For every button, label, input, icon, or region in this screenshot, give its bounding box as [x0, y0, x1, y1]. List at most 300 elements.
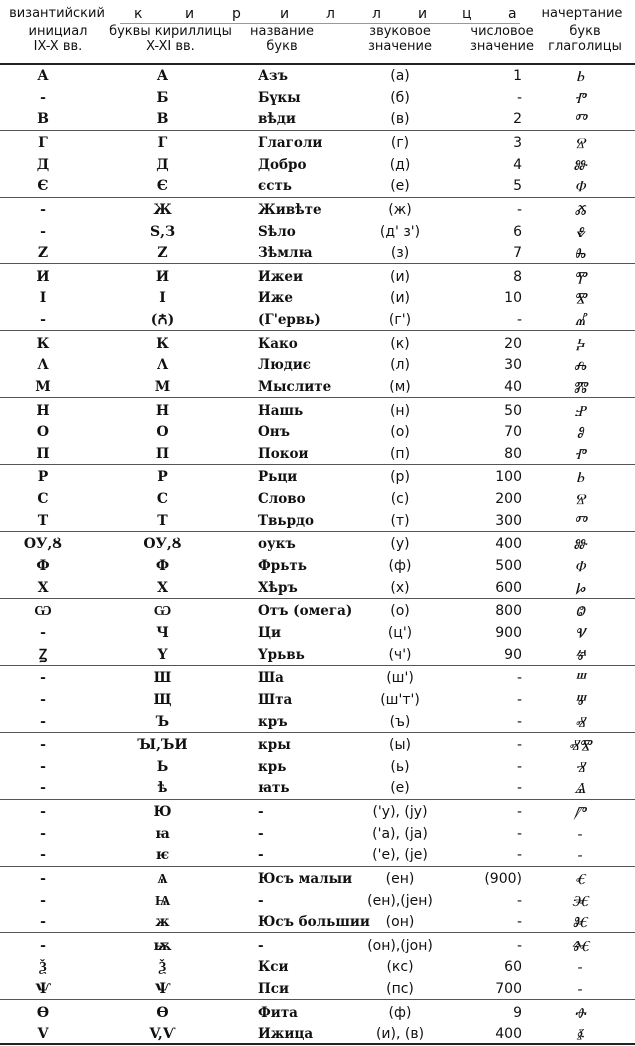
- table-row: [0, 802, 635, 822]
- glagolitic-letter: -: [577, 846, 583, 865]
- byzantine-initial: Ѳ: [36, 1004, 50, 1021]
- numeric-value: 800: [495, 603, 522, 620]
- byzantine-initial: О: [36, 424, 50, 441]
- glagolitic-letter: Ⰹ: [573, 267, 587, 286]
- numeric-value: 500: [495, 558, 522, 574]
- numeric-value: 5: [513, 178, 522, 195]
- glagolitic-letter: Ⱌ: [574, 623, 586, 642]
- numeric-value: 2: [513, 111, 522, 128]
- sound-value: (ы): [389, 737, 411, 753]
- glagolitic-letter: Ⱓ: [574, 802, 586, 821]
- sound-value: (пс): [386, 981, 414, 998]
- letter-name: Ижеи: [258, 268, 303, 285]
- numeric-value: -: [516, 892, 522, 909]
- table-row: [0, 735, 635, 755]
- byzantine-initial: П: [36, 445, 50, 462]
- numeric-value: -: [516, 89, 522, 106]
- byzantine-initial: -: [40, 758, 46, 775]
- header-number: числовое: [470, 24, 534, 39]
- cyrillic-letter: Ф: [155, 558, 170, 574]
- cyrillic-letter: Ю: [153, 803, 172, 820]
- glagolitic-letter: Ⱔ: [574, 869, 586, 888]
- cyrillic-letter: П: [155, 445, 170, 462]
- sound-value: (и): [389, 290, 411, 307]
- cyrillic-letter: Ζ: [157, 245, 168, 262]
- group-divider: [0, 665, 635, 666]
- table-row: [0, 222, 635, 242]
- byzantine-initial: -: [40, 201, 46, 218]
- table-row: [0, 422, 635, 442]
- table-row: [0, 467, 635, 487]
- sound-value: (ен),(јен): [367, 892, 433, 909]
- byzantine-initial: І: [39, 290, 47, 307]
- byzantine-initial: -: [40, 670, 46, 687]
- glagolitic-letter: Ⱃ: [575, 67, 585, 85]
- glagolitic-letter: Ⱉ: [575, 602, 585, 621]
- numeric-value: -: [516, 847, 522, 864]
- table-row: [0, 757, 635, 777]
- letter-name: Кси: [258, 959, 289, 976]
- byzantine-initial: Г: [38, 134, 48, 151]
- glagolitic-letter: Ⱛ: [576, 1025, 584, 1044]
- header-kyr-letter: р: [232, 6, 241, 22]
- sound-value: (х): [390, 579, 410, 596]
- group-divider: [0, 197, 635, 198]
- letter-name: -: [258, 892, 264, 909]
- group-divider: [0, 866, 635, 867]
- sound-value: ('а), (ја): [372, 825, 428, 842]
- numeric-value: -: [516, 780, 522, 797]
- byzantine-initial: -: [40, 312, 46, 329]
- header-initial: инициал: [28, 24, 88, 39]
- sound-value: (а): [390, 68, 410, 84]
- byzantine-initial: М: [35, 379, 51, 395]
- table-row: [0, 66, 635, 86]
- letter-name: Покои: [258, 445, 309, 462]
- glagolitic-letter: Ⰶ: [574, 200, 586, 219]
- byzantine-initial: V: [37, 1026, 49, 1043]
- numeric-value: 7: [513, 245, 522, 262]
- group-divider: [0, 263, 635, 264]
- table-row: [0, 1024, 635, 1044]
- cyrillic-letter: Ж: [153, 201, 172, 218]
- table-row: [0, 578, 635, 598]
- group-divider: [0, 999, 635, 1000]
- byzantine-initial: -: [40, 691, 46, 708]
- sound-value: (ф): [388, 558, 412, 574]
- numeric-value: 8: [513, 268, 522, 285]
- sound-value: (р): [390, 469, 410, 486]
- cyrillic-letter: Ѕ,З: [149, 223, 176, 240]
- glagolitic-letter: Ⱆ: [573, 535, 587, 554]
- numeric-value: -: [516, 737, 522, 753]
- byzantine-initial: С: [37, 491, 49, 508]
- numeric-value: 50: [504, 402, 522, 419]
- numeric-value: 300: [495, 512, 522, 529]
- header-number-2: значение: [469, 39, 534, 54]
- byzantine-initial: И: [36, 268, 50, 285]
- sound-value: (м): [389, 379, 411, 395]
- letter-name: вѣди: [258, 111, 296, 128]
- letter-name: -: [258, 825, 264, 842]
- glagolitic-letter: Ⱑ: [574, 779, 586, 798]
- sound-value: (с): [390, 491, 410, 508]
- header-kyr-letter: и: [418, 6, 428, 22]
- byzantine-initial: Р: [37, 469, 49, 486]
- sound-value: (о): [390, 603, 410, 620]
- header-kyr-letter: ц: [462, 6, 472, 22]
- byzantine-initial: К: [36, 335, 50, 352]
- header-kyr-letter: к: [134, 6, 143, 22]
- glagolitic-letter: Ⱈ: [574, 578, 586, 597]
- letter-name: (Г'ервь): [258, 312, 321, 329]
- byzantine-initial: Ꙁ: [38, 646, 48, 663]
- sound-value: (он): [385, 914, 415, 931]
- table-row: [0, 979, 635, 999]
- glagolitic-letter: -: [577, 958, 583, 977]
- cyrillic-letter: Ѧ: [157, 870, 168, 887]
- sound-value: ('е), (је): [372, 847, 428, 864]
- numeric-value: 200: [495, 491, 522, 508]
- cyrillic-letter: М: [154, 379, 171, 395]
- cyrillic-letter: С: [156, 491, 169, 508]
- cyrillic-letter: Λ: [157, 357, 168, 374]
- sound-value: (е): [390, 178, 410, 195]
- table-row: [0, 200, 635, 220]
- table-header: [0, 0, 635, 64]
- cyrillic-letter: ѣ: [157, 780, 168, 797]
- table-row: [0, 778, 635, 798]
- cyrillic-letter: ꙗ: [155, 825, 170, 842]
- cyrillic-letter: Ш: [153, 670, 172, 687]
- sound-value: (н): [389, 402, 411, 419]
- letter-name: Үрьвь: [258, 646, 305, 663]
- letter-name: -: [258, 803, 264, 820]
- cyrillic-letter: ж: [155, 914, 170, 931]
- table-bottom-rule: [0, 1043, 635, 1045]
- sound-value: (б): [390, 89, 410, 106]
- numeric-value: 20: [504, 335, 522, 352]
- sound-value: (ж): [388, 201, 412, 218]
- glagolitic-letter: Ⱇ: [574, 177, 586, 196]
- cyrillic-letter: V,Ѵ: [149, 1026, 176, 1043]
- cyrillic-letter: Ѩ: [154, 892, 171, 909]
- sound-value: (п): [389, 445, 411, 462]
- header-name: название: [250, 24, 314, 39]
- cyrillic-letter: Ѳ: [156, 1004, 169, 1021]
- letter-name: Добро: [258, 156, 307, 173]
- header-kyr-letter: л: [372, 6, 381, 22]
- glagolitic-letter: Ⱇ: [574, 557, 586, 575]
- table-row: [0, 133, 635, 153]
- header-kyr-letter: и: [185, 6, 195, 22]
- sound-value: (ь): [390, 758, 410, 775]
- table-row: [0, 377, 635, 397]
- header-glag-2: букв: [569, 24, 601, 39]
- glagolitic-letter: Ⰸ: [574, 244, 586, 263]
- table-row: [0, 845, 635, 865]
- numeric-value: 600: [495, 579, 522, 596]
- numeric-value: 9: [513, 1004, 522, 1021]
- sound-value: (т): [390, 512, 410, 529]
- byzantine-initial: Х: [37, 579, 49, 596]
- table-row: [0, 824, 635, 844]
- letter-name: єсть: [258, 178, 292, 195]
- byzantine-initial: -: [40, 892, 46, 909]
- table-row: [0, 511, 635, 531]
- letter-name: Людиє: [258, 357, 312, 374]
- letter-name: Фита: [258, 1004, 298, 1021]
- letter-name: Иже: [258, 290, 293, 307]
- table-row: [0, 534, 635, 554]
- group-divider: [0, 732, 635, 733]
- cyrillic-letter: Р: [157, 469, 168, 486]
- letter-name: Рьци: [258, 469, 298, 486]
- glagolitic-letter: Ⱎ: [574, 669, 586, 688]
- table-row: [0, 109, 635, 129]
- byzantine-initial: -: [40, 713, 46, 730]
- cyrillic-letter: А: [156, 68, 169, 84]
- letter-name: Бүкы: [258, 89, 301, 106]
- glagolitic-letter: -: [577, 980, 583, 999]
- byzantine-initial: -: [40, 803, 46, 820]
- table-row: [0, 355, 635, 375]
- table-row: [0, 310, 635, 330]
- glagolitic-letter: Ⱁ: [576, 423, 584, 442]
- letter-name: Слово: [258, 491, 306, 508]
- header-letters: буквы кириллицы: [109, 24, 232, 39]
- byzantine-initial: -: [40, 89, 46, 106]
- byzantine-initial: Λ: [37, 357, 49, 374]
- byzantine-initial: Т: [37, 512, 49, 529]
- sound-value: (у): [390, 536, 410, 553]
- glagolitic-letter: Ⰾ: [573, 356, 587, 375]
- letter-name: Нашь: [258, 402, 304, 419]
- cyrillic-letter: Ѱ: [154, 981, 171, 998]
- group-divider: [0, 397, 635, 398]
- table-row: [0, 936, 635, 956]
- cyrillic-letter: Г: [157, 134, 168, 151]
- glagolitic-letter: Ⱍ: [574, 645, 586, 664]
- cyrillic-letter: К: [156, 335, 169, 352]
- table-row: [0, 869, 635, 889]
- glagolitic-letter: Ⱗ: [571, 891, 589, 910]
- glagolitic-letter: Ⱄ: [574, 133, 586, 152]
- numeric-value: 70: [504, 424, 522, 441]
- sound-value: (з): [390, 245, 410, 262]
- table-row: [0, 912, 635, 932]
- cyrillic-letter: Ь: [156, 758, 169, 775]
- cyrillic-letter: Щ: [153, 691, 172, 708]
- letter-name: ꙗть: [258, 780, 290, 797]
- table-row: [0, 623, 635, 643]
- numeric-value: 6: [513, 223, 522, 240]
- table-row: [0, 957, 635, 977]
- glagolitic-letter: Ⱆ: [573, 155, 587, 174]
- glagolitic-letter: ⰟⰊ: [568, 736, 592, 754]
- letter-name: кры: [258, 737, 291, 753]
- numeric-value: 4: [513, 156, 522, 173]
- numeric-value: 100: [495, 469, 522, 486]
- glagolitic-letter: Ⱅ: [573, 511, 587, 530]
- group-divider: [0, 531, 635, 532]
- numeric-value: 30: [504, 357, 522, 374]
- table-row: [0, 712, 635, 732]
- cyrillic-letter: (Ꙉ): [150, 312, 175, 329]
- cyrillic-letter: ѥ: [155, 847, 170, 864]
- sound-value: (е): [390, 780, 410, 797]
- byzantine-initial: -: [40, 825, 46, 842]
- sound-value: ('у), (ју): [372, 803, 428, 820]
- table-row: [0, 668, 635, 688]
- table-row: [0, 88, 635, 108]
- sound-value: (д): [389, 156, 411, 173]
- sound-value: (л): [390, 357, 410, 374]
- header-kyr-letter: и: [280, 6, 290, 22]
- group-divider: [0, 330, 635, 331]
- byzantine-initial: -: [40, 937, 46, 954]
- table-top-rule: [0, 63, 635, 65]
- table-row: [0, 444, 635, 464]
- sound-value: (о): [390, 424, 410, 441]
- glagolitic-letter: Ⰿ: [572, 378, 588, 396]
- letter-name: Твьрдо: [258, 512, 315, 529]
- header-byzantine: византийский: [9, 6, 105, 21]
- letter-name: Ша: [258, 670, 284, 687]
- numeric-value: 900: [495, 624, 522, 641]
- sound-value: (ъ): [389, 713, 411, 730]
- group-divider: [0, 799, 635, 800]
- sound-value: (ц'): [387, 624, 413, 641]
- byzantine-initial: Н: [36, 402, 50, 419]
- byzantine-initial: Ф: [36, 558, 50, 574]
- letter-name: Пси: [258, 981, 289, 998]
- numeric-value: -: [516, 691, 522, 708]
- table-row: [0, 267, 635, 287]
- sound-value: (ч'): [388, 646, 412, 663]
- byzantine-initial: -: [40, 780, 46, 797]
- byzantine-initial: Ѯ: [39, 959, 47, 976]
- header-glag-1: начертание: [541, 6, 623, 21]
- sound-value: (д' з'): [379, 223, 421, 240]
- header-initial-period: IX-X вв.: [33, 39, 83, 54]
- glagolitic-letter: Ⱚ: [574, 1003, 586, 1022]
- sound-value: (г): [390, 134, 410, 151]
- numeric-value: 3: [513, 134, 522, 151]
- byzantine-initial: Ζ: [37, 245, 49, 262]
- group-divider: [0, 130, 635, 131]
- numeric-value: (900): [484, 870, 522, 887]
- byzantine-initial: Ѱ: [35, 981, 51, 998]
- letter-name: Живѣте: [258, 201, 322, 218]
- letter-name: Хѣръ: [258, 579, 298, 596]
- table-row: [0, 601, 635, 621]
- glagolitic-letter: Ⱋ: [574, 690, 586, 709]
- group-divider: [0, 932, 635, 933]
- byzantine-initial: А: [37, 68, 49, 84]
- numeric-value: -: [516, 803, 522, 820]
- letter-name: Мыслите: [258, 379, 332, 395]
- table-row: [0, 690, 635, 710]
- sound-value: (в): [390, 111, 410, 128]
- cyrillic-letter: О: [156, 424, 169, 441]
- numeric-value: -: [516, 914, 522, 931]
- glagolitic-letter: Ⱅ: [573, 110, 587, 129]
- byzantine-initial: -: [40, 737, 46, 753]
- numeric-value: 400: [495, 536, 522, 553]
- glagolitic-letter: Ⱃ: [575, 468, 585, 487]
- table-row: [0, 891, 635, 911]
- table-row: [0, 155, 635, 175]
- glagolitic-letter: Ⱐ: [575, 757, 585, 776]
- sound-value: (к): [390, 335, 410, 352]
- cyrillic-letter: Х: [157, 579, 168, 596]
- letter-name: -: [258, 937, 264, 954]
- letter-name: Ѕѣло: [258, 223, 296, 240]
- letter-name: Азъ: [258, 68, 288, 84]
- byzantine-initial: -: [40, 914, 46, 931]
- numeric-value: 10: [504, 290, 522, 307]
- glagolitic-letter: Ⱂ: [574, 444, 586, 463]
- cyrillic-letter: ОУ,Ȣ: [143, 536, 182, 553]
- letter-name: оукъ: [258, 536, 296, 553]
- table-row: [0, 556, 635, 576]
- byzantine-initial: Є: [37, 178, 49, 195]
- letter-name: Онъ: [258, 424, 290, 441]
- sound-value: (ш'т'): [380, 691, 420, 708]
- sound-value: (и), (в): [375, 1026, 425, 1043]
- glagolitic-letter: -: [577, 824, 583, 843]
- glagolitic-letter: Ⱄ: [574, 490, 586, 509]
- sound-value: (ш'): [386, 670, 414, 687]
- sound-value: (кс): [386, 959, 414, 976]
- letter-name: крь: [258, 758, 287, 775]
- cyrillic-letter: І: [159, 290, 166, 307]
- letter-name: Глаголи: [258, 134, 323, 151]
- cyrillic-letter: Т: [157, 512, 168, 529]
- numeric-value: 80: [504, 445, 522, 462]
- cyrillic-letter: Ѯ: [158, 959, 167, 976]
- numeric-value: 400: [495, 1026, 522, 1043]
- glagolitic-letter: Ⰺ: [573, 289, 587, 308]
- letter-name: Фрьть: [258, 558, 307, 574]
- numeric-value: -: [516, 758, 522, 775]
- glagolitic-letter: Ⱙ: [570, 936, 590, 955]
- letter-name: Зѣмлꙗ: [258, 245, 313, 262]
- sound-value: (ф): [388, 1004, 412, 1021]
- cyrillic-letter: Б: [156, 89, 169, 106]
- cyrillic-letter: И: [155, 268, 170, 285]
- cyrillic-letter: Ч: [156, 624, 169, 641]
- table-row: [0, 288, 635, 308]
- numeric-value: 700: [495, 981, 522, 998]
- table-row: [0, 401, 635, 421]
- numeric-value: -: [516, 201, 522, 218]
- sound-value: (он),(јон): [367, 937, 433, 954]
- header-divider: [120, 23, 520, 24]
- numeric-value: -: [516, 713, 522, 730]
- glagolitic-letter: Ⰼ: [574, 311, 586, 330]
- numeric-value: 1: [513, 68, 522, 84]
- header-kyr-letter: а: [508, 6, 517, 22]
- byzantine-initial: -: [40, 870, 46, 887]
- table-row: [0, 1003, 635, 1023]
- cyrillic-letter: Ѡ: [153, 603, 172, 620]
- byzantine-initial: Ѡ: [34, 603, 52, 620]
- table-row: [0, 334, 635, 354]
- letter-name: Отъ (омега): [258, 603, 353, 620]
- group-divider: [0, 464, 635, 465]
